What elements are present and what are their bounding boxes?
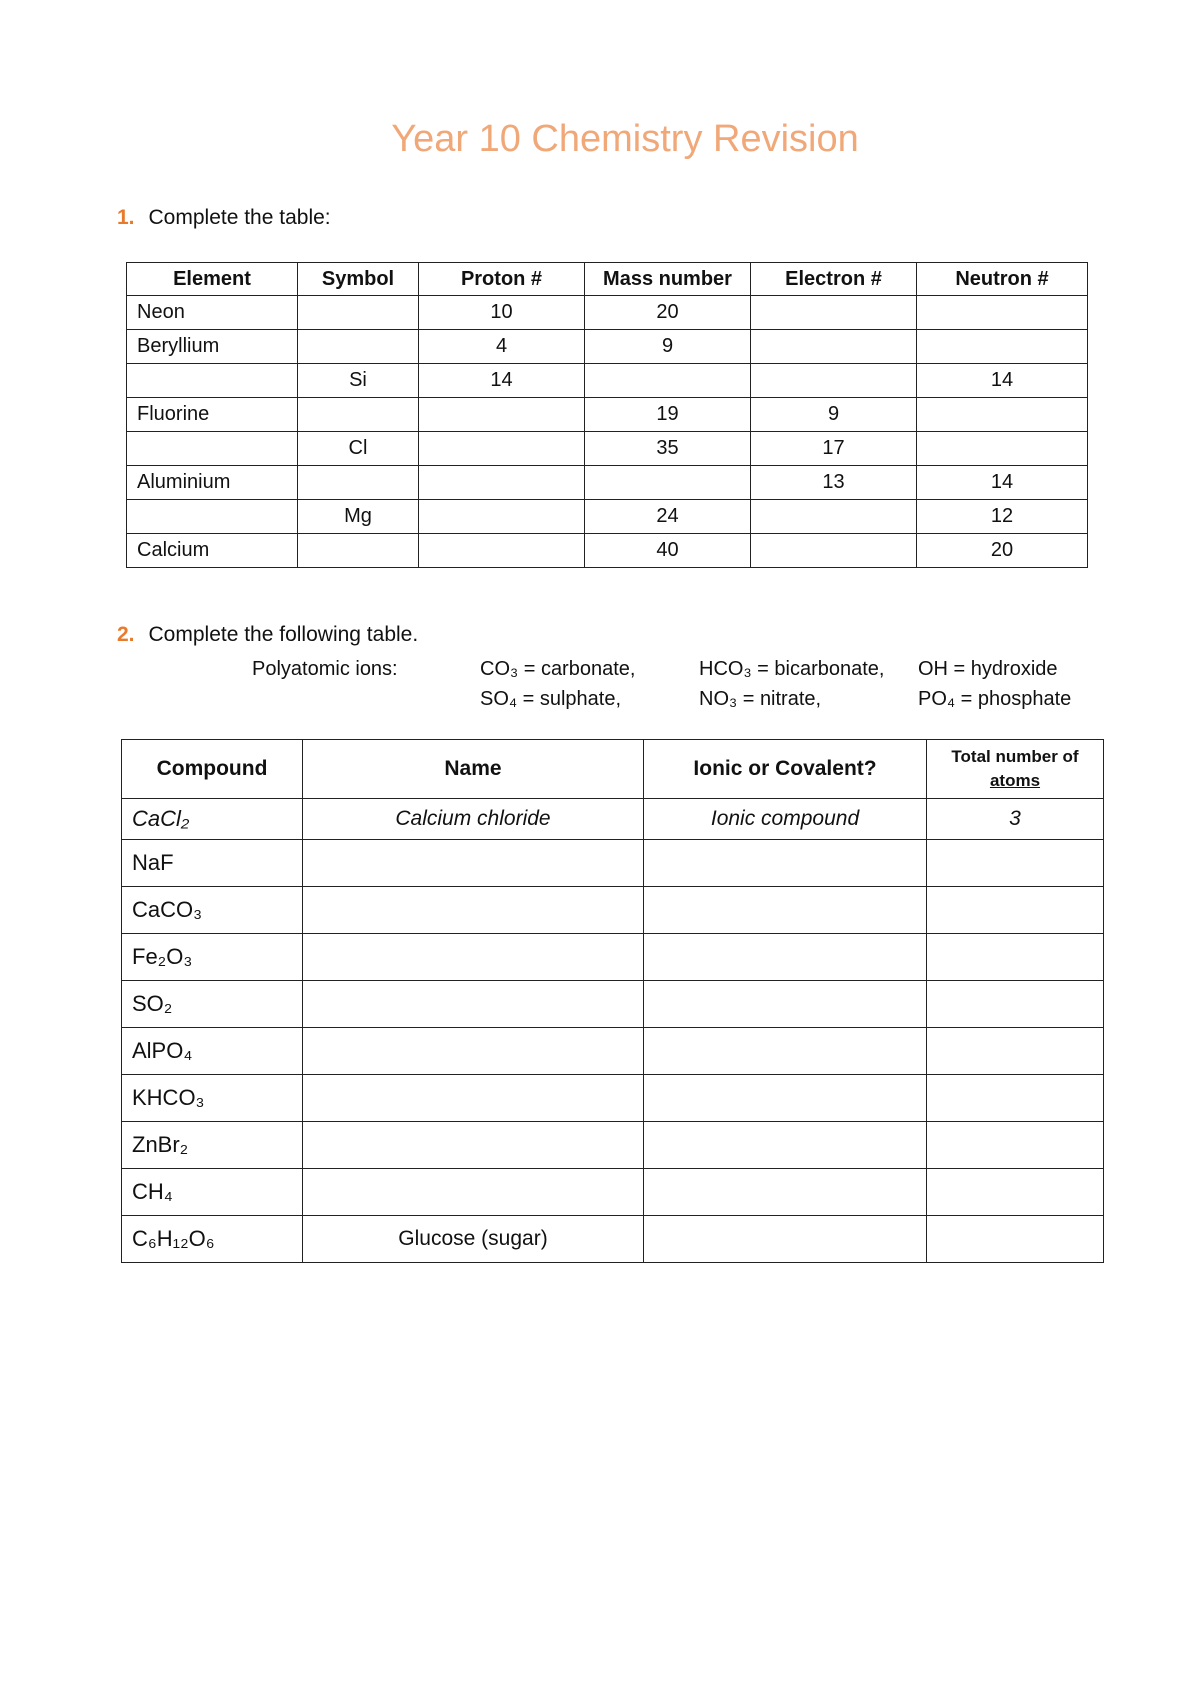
answer-cell[interactable] <box>644 934 927 981</box>
answer-cell[interactable] <box>644 981 927 1028</box>
answer-cell[interactable] <box>298 534 419 568</box>
compound-table <box>121 739 1104 1263</box>
answer-cell[interactable] <box>419 398 585 432</box>
answer-cell[interactable] <box>751 364 917 398</box>
table-cell: Fluorine <box>127 398 298 432</box>
answer-cell[interactable] <box>419 432 585 466</box>
question-2 <box>117 623 418 647</box>
table-row <box>127 466 1088 500</box>
table-row <box>122 1075 1104 1122</box>
col-mass: Mass number <box>585 263 751 296</box>
table-cell: Fe₂O₃ <box>122 934 303 981</box>
answer-cell[interactable] <box>751 296 917 330</box>
answer-cell[interactable] <box>644 1028 927 1075</box>
table-header-row <box>122 740 1104 799</box>
table-cell: 24 <box>585 500 751 534</box>
col-electron: Electron # <box>751 263 917 296</box>
page-title: Year 10 Chemistry Revision <box>391 118 859 160</box>
table-cell: 19 <box>585 398 751 432</box>
table-cell: 9 <box>585 330 751 364</box>
table-cell: ZnBr₂ <box>122 1122 303 1169</box>
answer-cell[interactable] <box>751 500 917 534</box>
table-row <box>122 1216 1104 1263</box>
table-cell: CaCO₃ <box>122 887 303 934</box>
table-row <box>122 1028 1104 1075</box>
question-number: 2. <box>117 623 135 646</box>
col-type: Ionic or Covalent? <box>644 740 927 799</box>
table-row <box>127 534 1088 568</box>
table-cell: 17 <box>751 432 917 466</box>
ion-bicarbonate: HCO₃ = bicarbonate, <box>699 658 885 680</box>
answer-cell[interactable] <box>927 1075 1104 1122</box>
table-cell: 10 <box>419 296 585 330</box>
table-cell: 20 <box>585 296 751 330</box>
table-row <box>122 1122 1104 1169</box>
table-cell: Calcium chloride <box>303 799 644 840</box>
table-cell: NaF <box>122 840 303 887</box>
table-cell: 4 <box>419 330 585 364</box>
table-cell: CaCl₂ <box>122 799 303 840</box>
answer-cell[interactable] <box>298 330 419 364</box>
table-row <box>122 799 1104 840</box>
table-row <box>127 398 1088 432</box>
table-cell: Mg <box>298 500 419 534</box>
answer-cell[interactable] <box>751 534 917 568</box>
table-cell: 14 <box>419 364 585 398</box>
answer-cell[interactable] <box>419 466 585 500</box>
answer-cell[interactable] <box>917 398 1088 432</box>
answer-cell[interactable] <box>127 432 298 466</box>
answer-cell[interactable] <box>927 1169 1104 1216</box>
table-header-row <box>127 263 1088 296</box>
table-cell: 14 <box>917 466 1088 500</box>
table-cell: 20 <box>917 534 1088 568</box>
table-cell: KHCO₃ <box>122 1075 303 1122</box>
answer-cell[interactable] <box>644 1122 927 1169</box>
answer-cell[interactable] <box>644 1169 927 1216</box>
answer-cell[interactable] <box>298 466 419 500</box>
answer-cell[interactable] <box>644 1216 927 1263</box>
table-row <box>127 296 1088 330</box>
answer-cell[interactable] <box>927 887 1104 934</box>
col-element: Element <box>127 263 298 296</box>
answer-cell[interactable] <box>127 500 298 534</box>
table-cell: Si <box>298 364 419 398</box>
table-row <box>122 887 1104 934</box>
answer-cell[interactable] <box>644 840 927 887</box>
table-cell: Beryllium <box>127 330 298 364</box>
atom-table <box>126 262 1088 568</box>
table-cell: Cl <box>298 432 419 466</box>
answer-cell[interactable] <box>419 534 585 568</box>
table-cell: Aluminium <box>127 466 298 500</box>
table-cell: Neon <box>127 296 298 330</box>
answer-cell[interactable] <box>644 1075 927 1122</box>
table-cell: Glucose (sugar) <box>303 1216 644 1263</box>
col-symbol: Symbol <box>298 263 419 296</box>
answer-cell[interactable] <box>917 432 1088 466</box>
table-row <box>127 432 1088 466</box>
ion-sulphate: SO₄ = sulphate, <box>480 688 622 710</box>
ion-hydroxide: OH = hydroxide <box>918 658 1058 680</box>
table-cell: 35 <box>585 432 751 466</box>
question-text: Complete the table: <box>148 206 331 229</box>
table-cell: Ionic compound <box>644 799 927 840</box>
question-text: Complete the following table. <box>148 623 419 646</box>
answer-cell[interactable] <box>927 1122 1104 1169</box>
answer-cell[interactable] <box>303 1169 644 1216</box>
answer-cell[interactable] <box>917 330 1088 364</box>
table-cell: 3 <box>927 799 1104 840</box>
col-neutron: Neutron # <box>917 263 1088 296</box>
ion-phosphate: PO₄ = phosphate <box>918 688 1072 710</box>
table-row <box>127 330 1088 364</box>
answer-cell[interactable] <box>303 1028 644 1075</box>
ion-carbonate: CO₃ = carbonate, <box>480 658 636 680</box>
question-1 <box>117 206 331 230</box>
answer-cell[interactable] <box>303 840 644 887</box>
answer-cell[interactable] <box>127 364 298 398</box>
answer-cell[interactable] <box>303 887 644 934</box>
table-row <box>122 934 1104 981</box>
answer-cell[interactable] <box>917 296 1088 330</box>
col-total-atoms: Total number of atoms <box>927 740 1104 799</box>
answer-cell[interactable] <box>644 887 927 934</box>
answer-cell[interactable] <box>303 1075 644 1122</box>
answer-cell[interactable] <box>585 466 751 500</box>
answer-cell[interactable] <box>927 1216 1104 1263</box>
table-row <box>122 840 1104 887</box>
ion-nitrate: NO₃ = nitrate, <box>699 688 822 710</box>
table-cell: 14 <box>917 364 1088 398</box>
question-number: 1. <box>117 206 135 229</box>
answer-cell[interactable] <box>303 1122 644 1169</box>
answer-cell[interactable] <box>751 330 917 364</box>
table-row <box>127 364 1088 398</box>
answer-cell[interactable] <box>927 840 1104 887</box>
table-cell: CH₄ <box>122 1169 303 1216</box>
answer-cell[interactable] <box>927 934 1104 981</box>
table-cell: AlPO₄ <box>122 1028 303 1075</box>
table-row <box>127 500 1088 534</box>
answer-cell[interactable] <box>419 500 585 534</box>
table-row <box>122 981 1104 1028</box>
table-cell: 13 <box>751 466 917 500</box>
ions-label: Polyatomic ions: <box>252 658 398 680</box>
answer-cell[interactable] <box>303 934 644 981</box>
table-row <box>122 1169 1104 1216</box>
answer-cell[interactable] <box>298 296 419 330</box>
col-compound: Compound <box>122 740 303 799</box>
table-cell: Calcium <box>127 534 298 568</box>
answer-cell[interactable] <box>585 364 751 398</box>
answer-cell[interactable] <box>927 1028 1104 1075</box>
table-cell: 12 <box>917 500 1088 534</box>
table-cell: SO₂ <box>122 981 303 1028</box>
col-proton: Proton # <box>419 263 585 296</box>
answer-cell[interactable] <box>927 981 1104 1028</box>
answer-cell[interactable] <box>303 981 644 1028</box>
table-cell: 40 <box>585 534 751 568</box>
col-name: Name <box>303 740 644 799</box>
table-cell: 9 <box>751 398 917 432</box>
table-cell: C₆H₁₂O₆ <box>122 1216 303 1263</box>
answer-cell[interactable] <box>298 398 419 432</box>
